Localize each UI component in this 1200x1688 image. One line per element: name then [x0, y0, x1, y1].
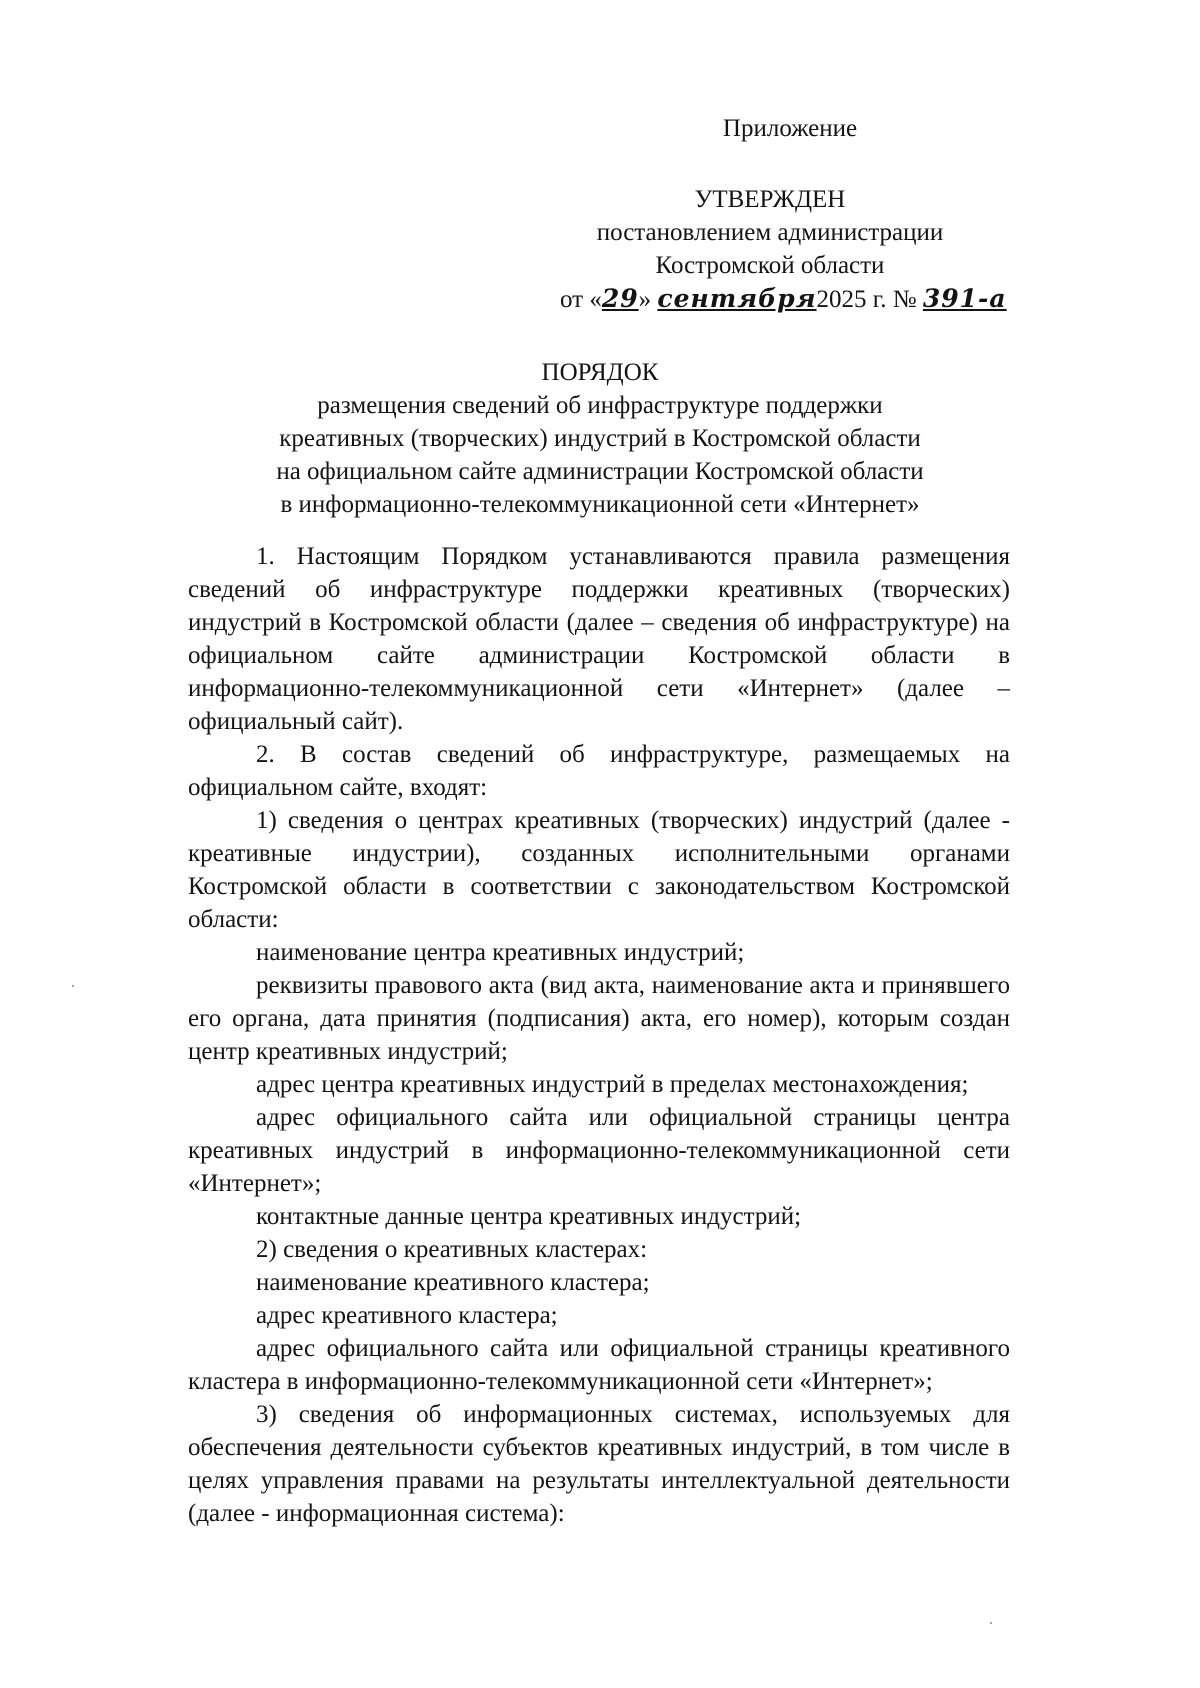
paragraph: адрес официального сайта или официальной страницы креативного кластера в информационно-телекоммуникационной сети «Интернет»;: [188, 1335, 1010, 1395]
approval-line-1: постановлением администрации: [596, 219, 944, 246]
date-year: 2025 г. №: [816, 286, 923, 313]
paragraph: наименование креативного кластера;: [256, 1269, 650, 1296]
paragraph: адрес креативного кластера;: [256, 1302, 558, 1329]
document-title: [185, 356, 1015, 521]
title-line: размещения сведений об инфраструктуре поддержки: [317, 392, 883, 419]
approved-label: УТВЕРЖДЕН: [694, 186, 846, 213]
title-line: в информационно-телекоммуникационной сети «Интернет»: [280, 491, 920, 518]
approval-line-2: Костромской области: [655, 252, 885, 279]
document-body: [188, 540, 1010, 1530]
approval-date-line: [560, 282, 1007, 316]
approval-block: [560, 112, 1007, 316]
date-day-handwritten: 29: [601, 284, 639, 313]
paragraph: контактные данные центра креативных индустрий;: [256, 1203, 802, 1230]
paragraph: 2) сведения о креативных кластерах:: [256, 1236, 648, 1263]
paragraph: 2. В состав сведений об инфраструктуре, размещаемых на официальном сайте, входят:: [188, 741, 1010, 801]
title-line: на официальном сайте администрации Костромской области: [276, 458, 924, 485]
paragraph: адрес центра креативных индустрий в пределах местонахождения;: [256, 1071, 969, 1098]
paragraph: 3) сведения об информационных системах, используемых для обеспечения деятельности субъектов креативных индустрий, в том числе в целях управления правами на результаты интеллектуальной деятельности (далее - информационная система):: [188, 1401, 1010, 1527]
doc-number-handwritten: 391-а: [922, 284, 1007, 313]
paragraph: 1. Настоящим Порядком устанавливаются правила размещения сведений об инфраструктуре поддержки креативных (творческих) индустрий в Костромской области (далее – сведения об инфраструктуре) на официальном сайте администрации Костромской области в информационно-телекоммуникационной сети «Интернет» (далее – официальный сайт).: [188, 543, 1010, 735]
paragraph: наименование центра креативных индустрий;: [256, 939, 745, 966]
date-quote-close: »: [638, 286, 658, 313]
title-line: креативных (творческих) индустрий в Костромской области: [279, 425, 921, 452]
date-month-handwritten: сентября: [657, 284, 817, 313]
paragraph: реквизиты правового акта (вид акта, наименование акта и принявшего его органа, дата принятия (подписания) акта, его номер), которым создан центр креативных индустрий;: [188, 972, 1010, 1065]
title-heading: ПОРЯДОК: [541, 359, 659, 386]
scan-speck: [72, 985, 74, 987]
paragraph: адрес официального сайта или официальной страницы центра креативных индустрий в информационно-телекоммуникационной сети «Интернет»;: [188, 1104, 1010, 1197]
annex-label: Приложение: [722, 115, 858, 142]
scan-speck: [990, 1622, 992, 1624]
date-prefix: от «: [560, 286, 602, 313]
paragraph: 1) сведения о центрах креативных (творческих) индустрий (далее - креативные индустрии), созданных исполнительными органами Костромской области в соответствии с законодательством Костромской области:: [188, 807, 1010, 933]
